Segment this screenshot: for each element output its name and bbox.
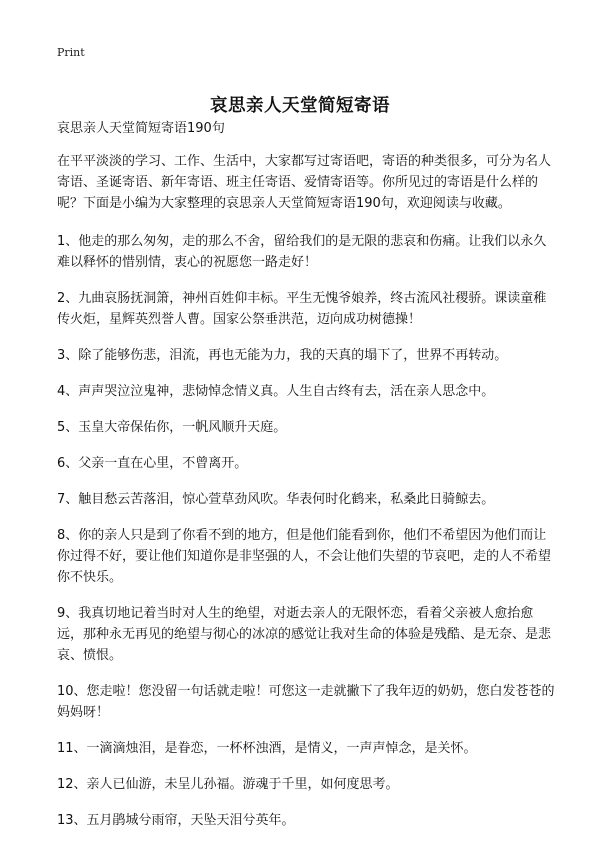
list-item: 13、五月鹃城兮雨帘，天坠天泪兮英年。 (57, 813, 295, 828)
list-item: 8、你的亲人只是到了你看不到的地方，但是他们能看到你，他们不希望因为他们而让你过得不好，要让他们知道你是非坚强的人，不会让他们失望的节哀吧，走的人不希望你不快乐。 (57, 528, 552, 585)
article-body (57, 118, 557, 846)
list-item: 11、一滴滴烛泪，是眷恋，一杯杯浊酒，是情义，一声声悼念，是关怀。 (57, 741, 477, 756)
list-item: 6、父亲一直在心里，不曾离开。 (57, 456, 248, 471)
list-item: 3、除了能够伤悲，泪流，再也无能为力，我的天真的塌下了，世界不再转动。 (57, 348, 508, 363)
list-item: 9、我真切地记着当时对人生的绝望，对逝去亲人的无限怀恋，看着父亲被人愈抬愈远，那种永无再见的绝望与彻心的冰凉的感觉让我对生命的体验是残酷、是无奈、是悲哀、愤恨。 (57, 606, 552, 663)
list-item: 10、您走啦！您没留一句话就走啦！可您这一走就撇下了我年迈的奶奶，您白发苍苍的妈妈呀！ (57, 684, 555, 720)
list-item: 12、亲人已仙游，未呈儿孙福。游魂于千里，如何度思考。 (57, 777, 399, 792)
page-title: 哀思亲人天堂简短寄语 (210, 95, 390, 116)
list-item: 2、九曲哀肠抚洞箫，神州百姓仰丰标。平生无愧爷娘养，终古流风社稷骄。课读童稚传火炬，星辉英烈誉人曹。国家公祭垂洪范，迈向成功树德操！ (57, 291, 547, 327)
intro-paragraph: 在平平淡淡的学习、工作、生活中，大家都写过寄语吧，寄语的种类很多，可分为名人寄语、圣诞寄语、新年寄语、班主任寄语、爱情寄语等。你所见过的寄语是什么样的呢？下面是小编为大家整理的哀思亲人天堂简短寄语190句，欢迎阅读与收藏。 (57, 154, 552, 211)
print-link[interactable]: Print (57, 46, 85, 59)
list-item: 4、声声哭泣泣鬼神，悲恸悼念情义真。人生自古终有去，活在亲人思念中。 (57, 384, 495, 399)
article-subtitle: 哀思亲人天堂简短寄语190句 (57, 121, 225, 136)
list-item: 1、他走的那么匆匆，走的那么不舍，留给我们的是无限的悲哀和伤痛。让我们以永久难以释怀的惜别情，衷心的祝愿您一路走好！ (57, 234, 547, 270)
list-item: 7、触目愁云苦落泪，惊心萱草劲风吹。华表何时化鹤来，私桑此日骑鲸去。 (57, 492, 495, 507)
list-item: 5、玉皇大帝保佑你，一帆风顺升天庭。 (57, 420, 287, 435)
